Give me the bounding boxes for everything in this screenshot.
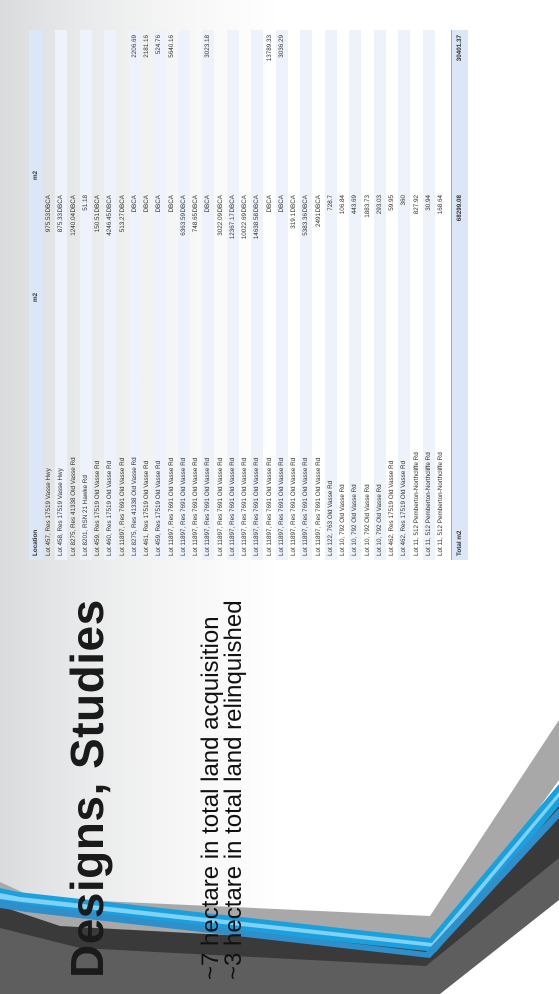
cell-location: Lot 460, Res 17519 Old Vasse Rd — [106, 460, 114, 556]
table-row — [117, 30, 129, 560]
table-total-row — [451, 30, 468, 560]
cell-agency-tag: DBCA — [302, 195, 310, 213]
cell-agency-tag: DBCA — [155, 195, 163, 213]
cell-location: Lot 10, 792 Old Vasse Rd — [363, 484, 371, 556]
table-row — [92, 30, 104, 560]
cell-location: Lot 11897, Res 7691 Old Vasse Rd — [253, 457, 261, 556]
table-row — [288, 30, 300, 560]
table-row — [55, 30, 67, 560]
cell-acquired: 2491 — [314, 213, 322, 228]
cell-acquired: 14638.58 — [253, 213, 261, 240]
table-row — [337, 30, 349, 560]
table-header-row — [29, 30, 43, 560]
cell-acquired: 513.27 — [118, 213, 126, 233]
cell-acquired: 12367.17 — [228, 213, 236, 240]
table-row — [153, 30, 165, 560]
cell-acquired: 6363.59 — [179, 213, 187, 236]
cell-acquired: 10022.69 — [241, 213, 248, 240]
table-row — [43, 30, 55, 560]
cell-location: Lot 11897, Res 7691 Old Vasse Rd — [265, 457, 273, 556]
cell-acquired: 1883.73 — [363, 195, 371, 218]
cell-relinquished: 13789.33 — [265, 35, 273, 62]
cell-agency-tag: DBCA — [265, 195, 273, 213]
cell-agency-tag: DBCA — [228, 195, 236, 213]
table-row — [423, 30, 435, 560]
cell-relinquished: 2206.69 — [130, 35, 138, 58]
cell-location: Lot 11897, Res 7691 Old Vasse Rd — [216, 457, 224, 556]
cell-agency-tag: DBCA — [192, 195, 199, 213]
table-row — [251, 30, 263, 560]
table-row — [202, 30, 214, 560]
table-row — [141, 30, 153, 560]
cell-location: Lot 11897, Res 7691 Old Vasse Rd — [179, 457, 187, 556]
cell-location: Lot 11897, Res 7691 Old Vasse Rd — [118, 457, 126, 556]
cell-location: Lot 459, Res 17519 Old Vasse Rd — [94, 460, 101, 556]
cell-agency-tag: DBCA — [143, 195, 150, 213]
bullet-item: ~7 hectare in total land acquisition — [197, 616, 224, 980]
cell-agency-tag: DBCA — [277, 195, 285, 213]
cell-acquired: 319.1 — [290, 213, 297, 229]
total-label: Total m2 — [456, 530, 464, 556]
cell-location: Lot 11, 512 Pemberton-Northcliffe Rd — [424, 452, 432, 556]
cell-relinquished: 524.76 — [155, 35, 163, 55]
table-row — [68, 30, 80, 560]
table-row — [129, 30, 141, 560]
cell-acquired: 150.51 — [94, 213, 101, 233]
cell-location: Lot 11897, Res 7691 Old Vasse Rd — [314, 457, 322, 556]
cell-location: Lot 11897, Res 7691 Old Vasse Rd — [302, 457, 310, 556]
cell-agency-tag: DBCA — [216, 195, 224, 213]
table-row — [215, 30, 227, 560]
cell-location: Lot 462, Res 17519 Old Vasse Rd — [388, 460, 395, 556]
header-unit-relinquished: m2 — [32, 170, 39, 180]
cell-acquired: 748.65 — [192, 213, 199, 233]
cell-agency-tag: DBCA — [290, 195, 297, 213]
cell-acquired: 827.92 — [412, 195, 420, 215]
cell-agency-tag: DBCA — [241, 195, 248, 213]
table-row — [80, 30, 92, 560]
cell-agency-tag: DBCA — [57, 195, 65, 213]
cell-location: Lot 11897, Res 7691 Old Vasse Rd — [192, 457, 199, 556]
cell-location: Lot 11, 512 Pemberton-Northcliffe Rd — [437, 452, 444, 556]
cell-acquired: 59.95 — [388, 195, 395, 211]
cell-acquired: 293.03 — [375, 195, 383, 215]
table-row — [276, 30, 288, 560]
cell-agency-tag: DBCA — [118, 195, 126, 213]
cell-agency-tag: DBCA — [94, 195, 101, 213]
cell-location: Lot 10, 792 Old Vasse Rd — [339, 484, 346, 556]
cell-agency-tag: DBCA — [314, 195, 322, 213]
cell-acquired: 30.94 — [424, 195, 432, 211]
cell-agency-tag: DBCA — [253, 195, 261, 213]
total-acquired: 68299.08 — [456, 195, 464, 222]
cell-acquired: 975.53 — [45, 213, 52, 233]
cell-acquired: 728.7 — [326, 195, 334, 211]
cell-acquired: 5383.36 — [302, 213, 310, 236]
cell-acquired: 1240.04 — [69, 213, 77, 236]
cell-location: Lot 11897, Res 7691 Old Vasse Rd — [277, 457, 285, 556]
cell-agency-tag: DBCA — [106, 195, 114, 213]
table-row — [104, 30, 116, 560]
cell-location: Lot 461, Res 17519 Old Vasse Rd — [143, 460, 150, 556]
table-row — [190, 30, 202, 560]
cell-relinquished: 3036.29 — [277, 35, 285, 58]
cell-location: Lot 8275, Res 41338 Old Vasse Rd — [130, 457, 138, 556]
cell-relinquished: 3023.18 — [204, 35, 212, 58]
cell-location: Lot 462, Res 17519 Old Vasse Rd — [400, 460, 408, 556]
table-row — [374, 30, 386, 560]
table-row — [166, 30, 178, 560]
cell-location: Lot 459, Res 17519 Old Vasse Rd — [155, 460, 163, 556]
cell-acquired: 168.64 — [437, 195, 444, 215]
cell-location: Lot 10, 792 Old Vasse Rd — [375, 484, 383, 556]
bullet-item: ~3 hectare in total land relinquished — [220, 600, 247, 980]
cell-location: Lot 11897, Res 7691 Old Vasse Rd — [204, 457, 212, 556]
table-row — [398, 30, 410, 560]
slide-title: Designs, Studies — [61, 599, 113, 978]
cell-agency-tag: DBCA — [45, 195, 52, 213]
table-row — [239, 30, 251, 560]
bullet-list — [199, 600, 245, 980]
table-row — [349, 30, 361, 560]
header-unit-acquired: m2 — [32, 292, 39, 302]
cell-relinquished: 5640.16 — [167, 35, 175, 58]
cell-agency-tag: DBCA — [130, 195, 138, 213]
cell-acquired: 4246.45 — [106, 213, 114, 236]
table-row — [362, 30, 374, 560]
table-row — [411, 30, 423, 560]
cell-acquired: 106.84 — [339, 195, 346, 215]
cell-location: Lot 458, Res 17519 Vasse Hwy — [57, 468, 65, 556]
cell-location: Lot 11897, Res 7691 Old Vasse Rd — [167, 457, 175, 556]
cell-location: Lot 8201, RSN 21 Hawke Rd — [81, 475, 89, 556]
cell-relinquished: 2181.16 — [143, 35, 150, 58]
cell-acquired: 360 — [400, 195, 408, 206]
cell-agency-tag: DBCA — [179, 195, 187, 213]
table-row — [264, 30, 276, 560]
cell-location: Lot 11897, Res 7691 Old Vasse Rd — [290, 457, 297, 556]
cell-agency-tag: DBCA — [69, 195, 77, 213]
table-row — [313, 30, 325, 560]
cell-acquired: 443.69 — [351, 195, 359, 215]
cell-location: Lot 11897, Res 7691 Old Vasse Rd — [228, 457, 236, 556]
cell-location: Lot 10, 792 Old Vasse Rd — [351, 484, 359, 556]
cell-acquired: 51.18 — [81, 195, 89, 211]
cell-location: Lot 8275, Res 41338 Old Vasse Rd — [69, 457, 77, 556]
total-relinquished: 30401.37 — [456, 35, 464, 62]
table-row — [178, 30, 190, 560]
cell-location: Lot 457, Res 17519 Vasse Hwy — [45, 468, 52, 556]
cell-acquired: 875.33 — [57, 213, 65, 233]
cell-location: Lot 11897, Res 7691 Old Vasse Rd — [241, 457, 248, 556]
table-row — [435, 30, 447, 560]
table-row — [386, 30, 398, 560]
table-row — [227, 30, 239, 560]
table-row — [300, 30, 312, 560]
table-row — [325, 30, 337, 560]
cell-agency-tag: DBCA — [204, 195, 212, 213]
cell-location: Lot 122, 763 Old Vasse Rd — [326, 480, 334, 556]
cell-agency-tag: DBCA — [167, 195, 175, 213]
cell-acquired: 3022.09 — [216, 213, 224, 236]
header-location: Location — [32, 529, 39, 556]
cell-location: Lot 11, 512 Pemberton-Northcliffe Rd — [412, 452, 420, 556]
